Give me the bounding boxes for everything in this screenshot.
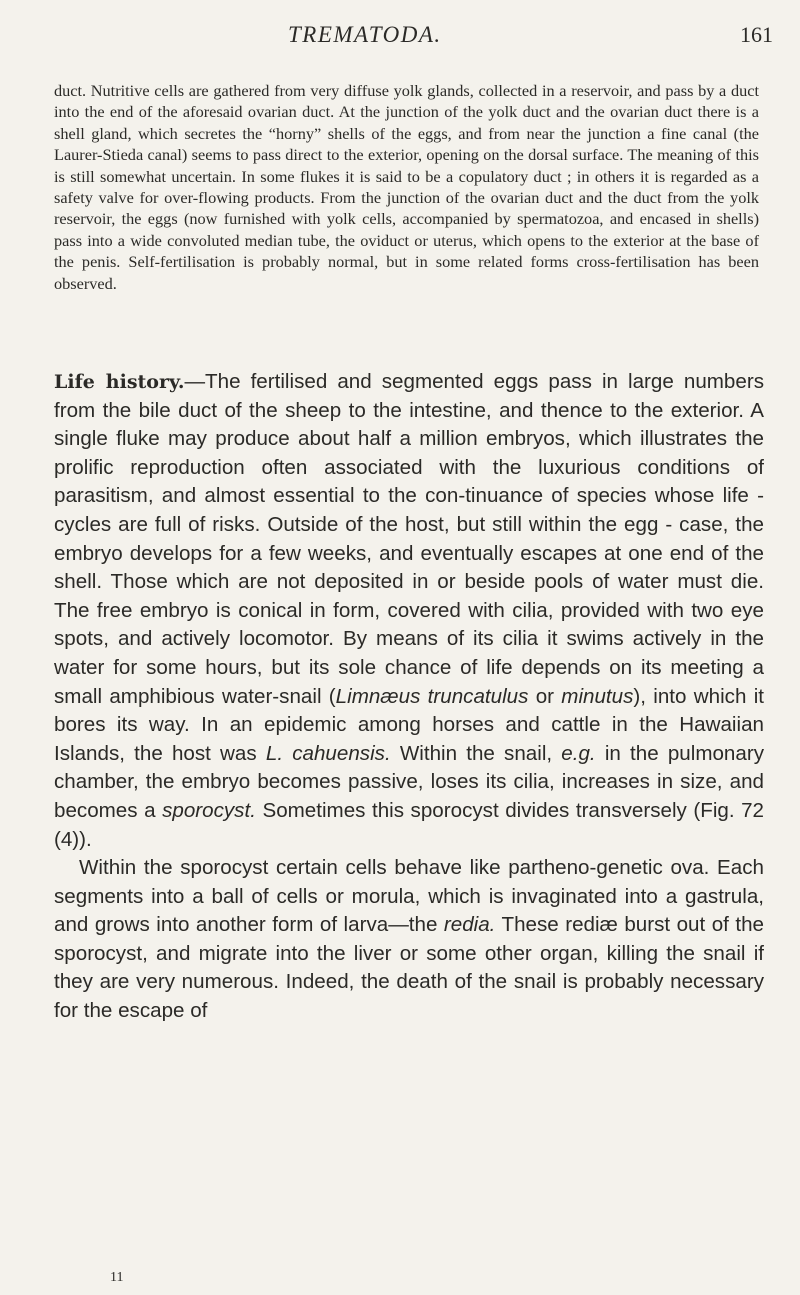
text-run: Within the sporocyst certain cells behave like partheno-genetic ova. Each segments into a ball of cells or morula, which is invaginated into a gastrula, and grows into another form of larva—the — [54, 856, 764, 937]
text-run: —The fertilised and segmented eggs pass in large numbers from the bile duct of the sheep to the intestine, and thence to the exterior. A single fluke may produce about half a million embryos, which illustrates the prolific reproduction often associated with the luxurious conditions of parasitism, and almost essential to the con-tinuance of species whose life - cycles are full of risks. Outside of the host, but still within the egg - case, the embryo develops for a few weeks, and eventually escapes at one end of the shell. Those which are not deposited in or beside pools of water must die. The free embryo is conical in form, covered with cilia, provided with two eye spots, and actively locomotor. By means of its cilia it swims actively in the water for some hours, but its sole chance of life depends on its meeting a small amphibious water-snail ( — [54, 370, 764, 708]
term: redia. — [443, 913, 496, 937]
text-run: Sometimes this sporocyst divides transversely (Fig. 72 (4)). — [54, 798, 764, 851]
paragraph-life-history — [54, 368, 764, 854]
running-title: TREMATODA. — [288, 22, 442, 47]
text-run: Within the snail, — [390, 741, 562, 765]
text-run: in the pulmonary chamber, the embryo becomes passive, loses its cilia, increases in size, and becomes a — [54, 741, 764, 822]
main-text — [54, 368, 764, 1026]
section-heading: Life history. — [54, 371, 185, 393]
term: sporocyst. — [162, 798, 256, 822]
paragraph-sporocyst — [54, 854, 764, 1026]
abbreviation: e.g. — [561, 741, 596, 765]
signature-mark: 11 — [110, 1270, 124, 1285]
text-run: ), into which it bores its way. In an epidemic among horses and cattle in the Hawaiian Islands, the host was — [54, 684, 764, 765]
text-run: These rediæ burst out of the sporocyst, and migrate into the liver or some other organ, killing the snail if they are very numerous. Indeed, the death of the snail is probably necessary for the escape of — [54, 913, 764, 1023]
page-number: 161 — [740, 22, 773, 47]
text-run: or — [528, 684, 562, 708]
species-name: L. cahuensis. — [265, 741, 391, 765]
species-name: minutus — [561, 684, 634, 708]
running-head — [0, 22, 800, 52]
paragraph-reproductive-ducts: duct. Nutritive cells are gathered from very diffuse yolk glands, collected in a reservoir, and pass by a duct into the end of the aforesaid ovarian duct. At the junction of the yolk duct and the ovarian duct there is a shell gland, which secretes the “horny” shells of the eggs, and from near the junction a fine canal (the Laurer-Stieda canal) seems to pass direct to the exterior, opening on the dorsal surface. The meaning of this is still somewhat uncertain. In some flukes it is said to be a copulatory duct ; in others it is regarded as a safety valve for over-flowing products. From the junction of the ovarian duct and the duct from the yolk reservoir, the eggs (now furnished with yolk cells, accompanied by spermatozoa, and encased in shells) pass into a wide convoluted median tube, the oviduct or uterus, which opens to the exterior at the base of the penis. Self-fertilisation is probably normal, but in some related forms cross-fertilisation has been observed. — [54, 81, 759, 293]
species-name: Limnæus truncatulus — [335, 684, 529, 708]
